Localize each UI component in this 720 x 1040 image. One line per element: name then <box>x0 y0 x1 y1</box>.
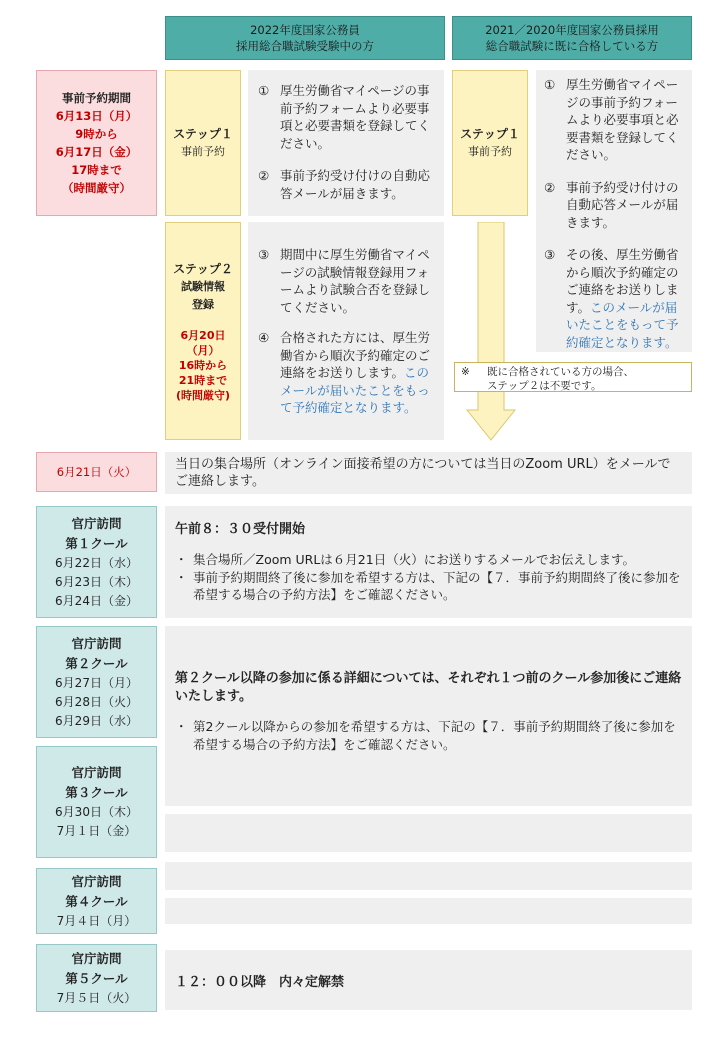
note-line <box>461 365 685 379</box>
cool-date: 6月23日（木） <box>55 574 138 589</box>
list-item <box>258 329 434 417</box>
period-start-time: 9時から <box>75 127 118 141</box>
step2-note: (時間厳守) <box>175 388 231 402</box>
item-text: 厚生労働省マイページの事前予約フォームより必要事項と必要書類を登録してください。 <box>280 83 431 151</box>
step2-note-box <box>454 362 692 392</box>
period-start-date: 6月13日（月） <box>55 109 138 123</box>
step-subtitle: 試験情報 <box>181 279 225 293</box>
cool5-label <box>36 944 157 1012</box>
period-end-time: 17時まで <box>71 163 122 177</box>
step2-end-time: 21時まで <box>178 373 228 387</box>
bullet: ・ <box>175 569 188 585</box>
cool4-detail-upper <box>165 862 692 890</box>
list-item <box>258 167 434 202</box>
june21-label <box>36 452 157 492</box>
step-title: ステップ１ <box>173 127 233 141</box>
note-mark: ※ <box>461 366 470 378</box>
cool-number: 第２クール <box>65 655 128 671</box>
item-text: 集合場所／Zoom URLは６月21日（火）にお送りするメールでお伝えします。 <box>193 552 635 567</box>
bullet: ・ <box>175 719 188 734</box>
cool-number: 第５クール <box>65 970 128 986</box>
cool-date: 7月１日（金） <box>56 824 137 838</box>
cool1-detail <box>165 506 692 618</box>
cool2-title: 第２クール以降の参加に係る詳細については、それぞれ１つ前のクール参加後にご連絡いたします。 <box>175 671 682 704</box>
step-title: ステップ１ <box>460 127 520 141</box>
cool4-label <box>36 868 157 934</box>
step2-date: 6月20日 <box>180 328 226 342</box>
reservation-period <box>36 70 157 216</box>
header-past-passers <box>452 16 692 60</box>
period-label: 事前予約期間 <box>62 91 131 105</box>
list-item <box>258 246 434 316</box>
item-number: ③ <box>544 247 556 262</box>
item-number: ③ <box>258 247 270 262</box>
item-number: ① <box>544 77 556 92</box>
step1-left <box>165 70 241 216</box>
item-text: その後、厚生労働省から順次予約確定のご連絡をお送りします。 <box>566 247 679 315</box>
period-end-date: 6月17日（金） <box>55 145 138 159</box>
step1-left-detail <box>248 70 444 216</box>
cool-heading: 官庁訪問 <box>71 765 122 780</box>
cool-heading: 官庁訪問 <box>71 515 122 531</box>
step-subtitle: 事前予約 <box>181 145 225 158</box>
item-number: ② <box>544 179 556 195</box>
cool-date: 6月30日（木） <box>55 805 138 819</box>
list-item <box>175 551 682 569</box>
header-line: 採用総合職試験受験中の方 <box>236 39 374 53</box>
list-item <box>175 569 682 604</box>
down-arrow-icon <box>466 222 516 442</box>
item-text-highlight: このメールが届いたことをもって予約確定となります。 <box>280 365 430 415</box>
header-line: 2021／2020年度国家公務員採用 <box>485 23 659 37</box>
step1-right <box>452 70 528 216</box>
cool3-label <box>36 746 157 858</box>
cool1-title: 午前８：３０受付開始 <box>175 522 306 537</box>
item-number: ① <box>258 83 270 98</box>
cool-date: 6月22日（水） <box>55 555 138 570</box>
step-subtitle: 事前予約 <box>468 145 512 158</box>
cool-date: 6月29日（水） <box>55 713 138 728</box>
june21-detail <box>165 452 692 494</box>
cool-date: 7月４日（月） <box>56 913 137 928</box>
cool-heading: 官庁訪問 <box>71 635 122 651</box>
cool-number: 第１クール <box>65 535 128 551</box>
item-text-highlight: このメールが届いたことをもって予約確定となります。 <box>566 299 679 350</box>
cool3-detail <box>165 814 692 852</box>
list-item <box>544 179 686 232</box>
header-current-applicants <box>165 16 445 60</box>
item-text: 第2クール以降からの参加を希望する方は、下記の【７．事前予約期間終了後に参加を希望する場合の予約方法】をご確認ください。 <box>193 719 676 752</box>
cool-date: 6月27日（月） <box>55 675 138 690</box>
list-item <box>544 246 686 351</box>
cool-date: 6月28日（火） <box>55 694 138 709</box>
step1-right-detail <box>536 70 692 352</box>
item-text: 事前予約受け付けの自動応答メールが届きます。 <box>280 168 431 201</box>
note-text: ステップ２は不要です。 <box>487 380 602 392</box>
step2-left-detail <box>248 222 444 440</box>
item-text: 期間中に厚生労働省マイページの試験情報登録用フォームより試験合否を登録してください。 <box>280 247 431 315</box>
cool-date: 7月５日（火） <box>56 990 137 1005</box>
item-text: 事前予約受け付けの自動応答メールが届きます。 <box>566 179 679 230</box>
step2-weekday: （月） <box>186 343 220 357</box>
cool1-label <box>36 506 157 618</box>
cool-heading: 官庁訪問 <box>71 950 122 966</box>
cool5-text: １２：００以降 内々定解禁 <box>175 974 345 990</box>
cool-date: 6月24日（金） <box>55 593 138 608</box>
cool2-label <box>36 626 157 738</box>
cool-number: 第３クール <box>65 785 128 800</box>
list-item <box>544 76 686 164</box>
item-text: 事前予約期間終了後に参加を希望する方は、下記の【７．事前予約期間終了後に参加を希望する場合の予約方法】をご確認ください。 <box>193 569 681 602</box>
header-line: 総合職試験に既に合格している方 <box>485 39 659 53</box>
cool-heading: 官庁訪問 <box>71 873 122 889</box>
step2-start-time: 16時から <box>178 358 228 372</box>
step-subtitle: 登録 <box>192 297 214 311</box>
period-note: （時間厳守） <box>62 181 131 195</box>
step-title: ステップ２ <box>173 261 233 276</box>
bullet: ・ <box>175 552 188 567</box>
note-text: 既に合格されている方の場合、 <box>487 366 634 378</box>
item-number: ④ <box>258 330 270 345</box>
cool5-detail <box>165 950 692 1010</box>
list-item <box>175 718 682 753</box>
date-label: 6月21日（火） <box>56 465 137 479</box>
list-item <box>258 82 434 152</box>
step2-left <box>165 222 241 440</box>
header-line: 2022年度国家公務員 <box>250 23 360 37</box>
cool-number: 第４クール <box>65 893 128 909</box>
cool4-detail-lower <box>165 898 692 924</box>
item-text: 合格された方には、厚生労働省から順次予約確定のご連絡をお送りします。 <box>280 330 431 380</box>
june21-text: 当日の集合場所（オンライン面接希望の方については当日のZoom URL）をメールでご連絡します。 <box>175 457 671 489</box>
cool2-detail <box>165 626 692 806</box>
item-text: 厚生労働省マイページの事前予約フォームより必要事項と必要書類を登録してください。 <box>566 77 679 162</box>
item-number: ② <box>258 168 270 183</box>
